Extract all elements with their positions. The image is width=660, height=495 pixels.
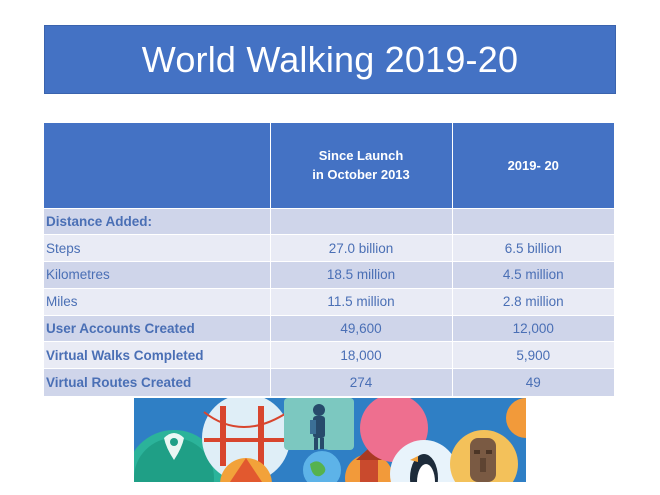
row-year-value: 5,900 <box>452 342 614 369</box>
row-year-value: 4.5 million <box>452 262 614 289</box>
illustration-banner <box>134 398 526 482</box>
header-since-line1: Since Launch <box>318 148 404 164</box>
table-row <box>44 342 614 369</box>
table-row <box>44 369 614 396</box>
header-year: 2019- 20 <box>452 123 614 208</box>
globe-icon <box>302 450 342 482</box>
header-since-line2: in October 2013 <box>312 167 410 183</box>
row-since-value: 18,000 <box>270 342 452 369</box>
row-since-value: 18.5 million <box>270 262 452 289</box>
row-label: Kilometres <box>44 262 270 289</box>
row-year-value: 49 <box>452 369 614 396</box>
row-label: Distance Added: <box>44 208 270 235</box>
row-since-value: 274 <box>270 369 452 396</box>
row-label: Miles <box>44 288 270 315</box>
hiker-icon <box>284 398 354 450</box>
table-row <box>44 208 614 235</box>
table-row <box>44 315 614 342</box>
table-row <box>44 235 614 262</box>
row-year-value: 6.5 billion <box>452 235 614 262</box>
row-year-value: 12,000 <box>452 315 614 342</box>
table-row <box>44 262 614 289</box>
row-label: Virtual Walks Completed <box>44 342 270 369</box>
row-year-value: 2.8 million <box>452 288 614 315</box>
row-label: User Accounts Created <box>44 315 270 342</box>
row-label: Steps <box>44 235 270 262</box>
stats-table <box>44 123 614 396</box>
header-label-column <box>44 123 270 208</box>
row-since-value: 11.5 million <box>270 288 452 315</box>
row-since-value: 27.0 billion <box>270 235 452 262</box>
table-row <box>44 288 614 315</box>
illustration-art <box>134 398 526 482</box>
header-since-launch <box>270 123 452 208</box>
row-since-value <box>270 208 452 235</box>
row-label: Virtual Routes Created <box>44 369 270 396</box>
row-since-value: 49,600 <box>270 315 452 342</box>
title-bar <box>44 25 616 94</box>
row-year-value <box>452 208 614 235</box>
slide-title: World Walking 2019-20 <box>141 38 519 80</box>
table-header-row <box>44 123 614 208</box>
